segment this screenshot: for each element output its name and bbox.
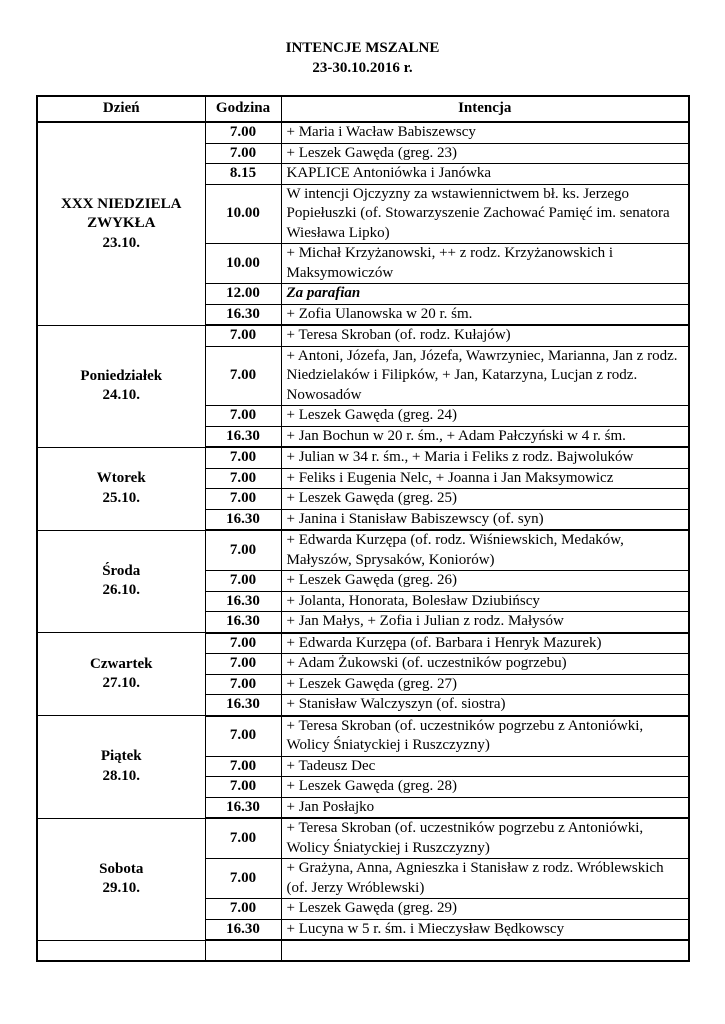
intention-cell: + Edwarda Kurzępa (of. Barbara i Henryk Mazurek) — [281, 633, 689, 654]
day-label-line: 27.10. — [102, 675, 140, 691]
hour-cell: 12.00 — [205, 284, 281, 305]
intention-cell: + Leszek Gawęda (greg. 23) — [281, 143, 689, 164]
table-row — [37, 633, 689, 654]
table-row — [37, 122, 689, 143]
hour-cell: 16.30 — [205, 509, 281, 530]
day-cell — [37, 325, 205, 447]
hour-cell: 7.00 — [205, 654, 281, 675]
intention-cell: + Edwarda Kurzępa (of. rodz. Wiśniewskich, Medaków, Małyszów, Sprysaków, Koniorów) — [281, 530, 689, 571]
day-label-line: Sobota — [99, 860, 144, 877]
hour-cell: 7.00 — [205, 674, 281, 695]
day-cell — [37, 530, 205, 633]
table-row — [37, 818, 689, 859]
hour-cell: 16.30 — [205, 612, 281, 633]
intention-cell: + Zofia Ulanowska w 20 r. śm. — [281, 304, 689, 325]
day-label-line: Piątek — [100, 748, 142, 765]
day-label-line: 23.10. — [102, 234, 140, 251]
hour-cell: 7.00 — [205, 346, 281, 406]
intention-cell: + Maria i Wacław Babiszewscy — [281, 122, 689, 143]
page-title: INTENCJE MSZALNE — [285, 40, 440, 56]
day-cell — [37, 716, 205, 819]
day-label-line: XXX NIEDZIELA — [61, 195, 182, 212]
empty-row — [37, 940, 689, 961]
intention-cell: + Jan Bochun w 20 r. śm., + Adam Pałczyński w 4 r. śm. — [281, 426, 689, 447]
intention-cell: + Michał Krzyżanowski, ++ z rodz. Krzyżanowskich i Maksymowiczów — [281, 244, 689, 284]
hour-cell: 7.00 — [205, 447, 281, 468]
intention-cell: + Jan Małys, + Zofia i Julian z rodz. Małysów — [281, 612, 689, 633]
intention-cell: Za parafian — [281, 284, 689, 305]
empty-cell — [205, 940, 281, 961]
intention-cell: + Leszek Gawęda (greg. 29) — [281, 899, 689, 920]
hour-cell: 7.00 — [205, 468, 281, 489]
table-row — [37, 325, 689, 346]
hour-cell: 16.30 — [205, 426, 281, 447]
hour-cell: 7.00 — [205, 489, 281, 510]
hour-cell: 10.00 — [205, 244, 281, 284]
intention-cell: + Julian w 34 r. śm., + Maria i Feliks z rodz. Bajwoluków — [281, 447, 689, 468]
day-label-line: Czwartek — [90, 655, 153, 672]
day-label-line: 24.10. — [102, 387, 140, 403]
intention-cell: + Lucyna w 5 r. śm. i Mieczysław Będkowscy — [281, 919, 689, 940]
hour-cell: 7.00 — [205, 325, 281, 346]
hour-cell: 7.00 — [205, 143, 281, 164]
intention-cell: + Adam Żukowski (of. uczestników pogrzebu) — [281, 654, 689, 675]
intention-cell: + Leszek Gawęda (greg. 28) — [281, 777, 689, 798]
table-row — [37, 716, 689, 757]
hour-cell: 16.30 — [205, 797, 281, 818]
date-range: 23-30.10.2016 r. — [312, 60, 413, 76]
intention-cell: W intencji Ojczyzny za wstawiennictwem bł. ks. Jerzego Popiełuszki (of. Stowarzyszenie Zachować Pamięć im. senatora Wiesława Lipko) — [281, 184, 689, 244]
intention-cell: + Leszek Gawęda (greg. 27) — [281, 674, 689, 695]
intention-cell: + Janina i Stanisław Babiszewscy (of. syn) — [281, 509, 689, 530]
hour-cell: 7.00 — [205, 859, 281, 899]
hour-cell: 7.00 — [205, 122, 281, 143]
intention-cell: + Teresa Skroban (of. uczestników pogrzebu z Antoniówki, Wolicy Śniatyckiej i Ruszczyzny) — [281, 818, 689, 859]
hour-cell: 16.30 — [205, 304, 281, 325]
hour-cell: 7.00 — [205, 756, 281, 777]
day-label-line: Wtorek — [96, 470, 146, 486]
day-label-line: 28.10. — [102, 767, 140, 784]
header-day: Dzień — [37, 96, 205, 122]
table-body — [37, 122, 689, 961]
hour-cell: 7.00 — [205, 818, 281, 859]
intention-cell: + Leszek Gawęda (greg. 24) — [281, 406, 689, 427]
intention-cell: + Grażyna, Anna, Agnieszka i Stanisław z rodz. Wróblewskich (of. Jerzy Wróblewski) — [281, 859, 689, 899]
hour-cell: 10.00 — [205, 184, 281, 244]
table-row — [37, 447, 689, 468]
intention-cell: + Leszek Gawęda (greg. 26) — [281, 571, 689, 592]
header-intention: Intencja — [281, 96, 689, 122]
intention-cell: + Stanisław Walczyszyn (of. siostra) — [281, 695, 689, 716]
intentions-table — [36, 95, 690, 962]
day-label-line: ZWYKŁA — [87, 215, 156, 231]
header-row — [37, 96, 689, 122]
day-label-line: Poniedziałek — [80, 367, 163, 384]
hour-cell: 7.00 — [205, 777, 281, 798]
hour-cell: 16.30 — [205, 591, 281, 612]
day-cell — [37, 633, 205, 716]
intention-cell: + Jan Posłajko — [281, 797, 689, 818]
day-label-line: Środa — [102, 562, 141, 579]
intention-cell: + Antoni, Józefa, Jan, Józefa, Wawrzyniec, Marianna, Jan z rodz. Niedzielaków i Filipków, + Jan, Katarzyna, Lucjan z rodz. Nowosadów — [281, 346, 689, 406]
hour-cell: 7.00 — [205, 633, 281, 654]
intention-cell: + Tadeusz Dec — [281, 756, 689, 777]
day-cell — [37, 447, 205, 530]
intention-cell: + Jolanta, Honorata, Bolesław Dziubińscy — [281, 591, 689, 612]
empty-cell — [281, 940, 689, 961]
day-cell — [37, 122, 205, 325]
hour-cell: 7.00 — [205, 571, 281, 592]
hour-cell: 7.00 — [205, 530, 281, 571]
intention-cell: + Teresa Skroban (of. uczestników pogrzebu z Antoniówki, Wolicy Śniatyckiej i Ruszczyzny) — [281, 716, 689, 757]
day-cell — [37, 818, 205, 940]
hour-cell: 7.00 — [205, 899, 281, 920]
intention-cell: + Leszek Gawęda (greg. 25) — [281, 489, 689, 510]
hour-cell: 16.30 — [205, 695, 281, 716]
hour-cell: 7.00 — [205, 716, 281, 757]
hour-cell: 8.15 — [205, 164, 281, 185]
day-label-line: 29.10. — [102, 880, 140, 896]
table-row — [37, 530, 689, 571]
hour-cell: 7.00 — [205, 406, 281, 427]
intention-cell: + Teresa Skroban (of. rodz. Kułajów) — [281, 325, 689, 346]
intention-cell: KAPLICE Antoniówka i Janówka — [281, 164, 689, 185]
day-label-line: 25.10. — [102, 489, 140, 506]
header-hour: Godzina — [205, 96, 281, 122]
hour-cell: 16.30 — [205, 919, 281, 940]
empty-cell — [37, 940, 205, 961]
intention-cell: + Feliks i Eugenia Nelc, + Joanna i Jan Maksymowicz — [281, 468, 689, 489]
day-label-line: 26.10. — [102, 582, 140, 599]
